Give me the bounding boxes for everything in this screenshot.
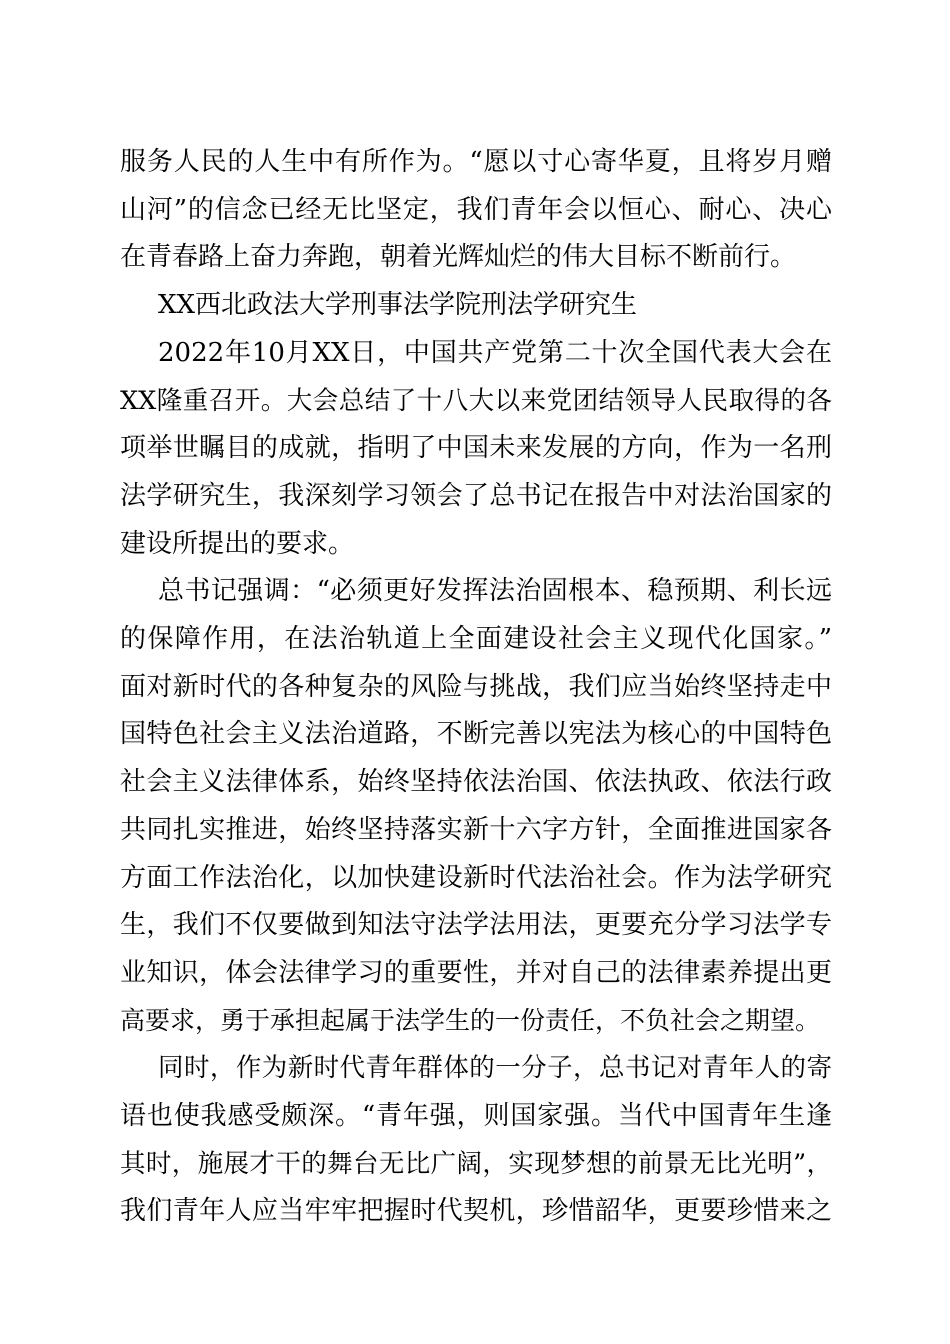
- body-text-line: 语也使我感受颇深。“青年强，则国家强。当代中国青年生逢: [120, 1101, 832, 1131]
- body-text-line: 社会主义法律体系，始终坚持依法治国、依法执政、依法行政: [120, 767, 832, 797]
- body-text-line: 方面工作法治化，以加快建设新时代法治社会。作为法学研究: [120, 863, 832, 893]
- body-text-line: 服务人民的人生中有所作为。“愿以寸心寄华夏，且将岁月赠: [120, 147, 832, 177]
- paragraph-start-line: 2022年10月XX日，中国共产党第二十次全国代表大会在: [158, 338, 832, 368]
- body-text-line: 我们青年人应当牢牢把握时代契机，珍惜韶华，更要珍惜来之: [120, 1196, 832, 1226]
- body-text-line: 生，我们不仅要做到知法守法学法用法，更要充分学习法学专: [120, 910, 832, 940]
- body-text-line: 在青春路上奋力奔跑，朝着光辉灿烂的伟大目标不断前行。: [120, 242, 797, 272]
- author-affiliation-line: XX西北政法大学刑事法学院刑法学研究生: [158, 290, 638, 320]
- body-text-line: 业知识，体会法律学习的重要性，并对自己的法律素养提出更: [120, 958, 832, 988]
- body-text-line: 国特色社会主义法治道路，不断完善以宪法为核心的中国特色: [120, 719, 832, 749]
- body-text-line: 的保障作用，在法治轨道上全面建设社会主义现代化国家。”: [120, 624, 832, 654]
- body-text-line: 山河”的信念已经无比坚定，我们青年会以恒心、耐心、决心: [120, 195, 832, 225]
- body-text-line: 项举世瞩目的成就，指明了中国未来发展的方向，作为一名刑: [120, 433, 832, 463]
- paragraph-start-line: 总书记强调：“必须更好发挥法治固根本、稳预期、利长远: [158, 576, 832, 606]
- body-text-line: 高要求，勇于承担起属于法学生的一份责任，不负社会之期望。: [120, 1006, 821, 1035]
- paragraph-start-line: 同时，作为新时代青年群体的一分子，总书记对青年人的寄: [158, 1053, 832, 1083]
- body-text-line: 共同扎实推进，始终坚持落实新十六字方针，全面推进国家各: [120, 815, 832, 845]
- body-text-line: 面对新时代的各种复杂的风险与挑战，我们应当始终坚持走中: [120, 672, 832, 702]
- body-text-line: XX隆重召开。大会总结了十八大以来党团结领导人民取得的各: [120, 386, 832, 416]
- body-text-line: 法学研究生，我深刻学习领会了总书记在报告中对法治国家的: [120, 481, 832, 511]
- body-text-line: 建设所提出的要求。: [120, 529, 355, 559]
- body-text-line: 其时，施展才干的舞台无比广阔，实现梦想的前景无比光明”，: [120, 1149, 832, 1179]
